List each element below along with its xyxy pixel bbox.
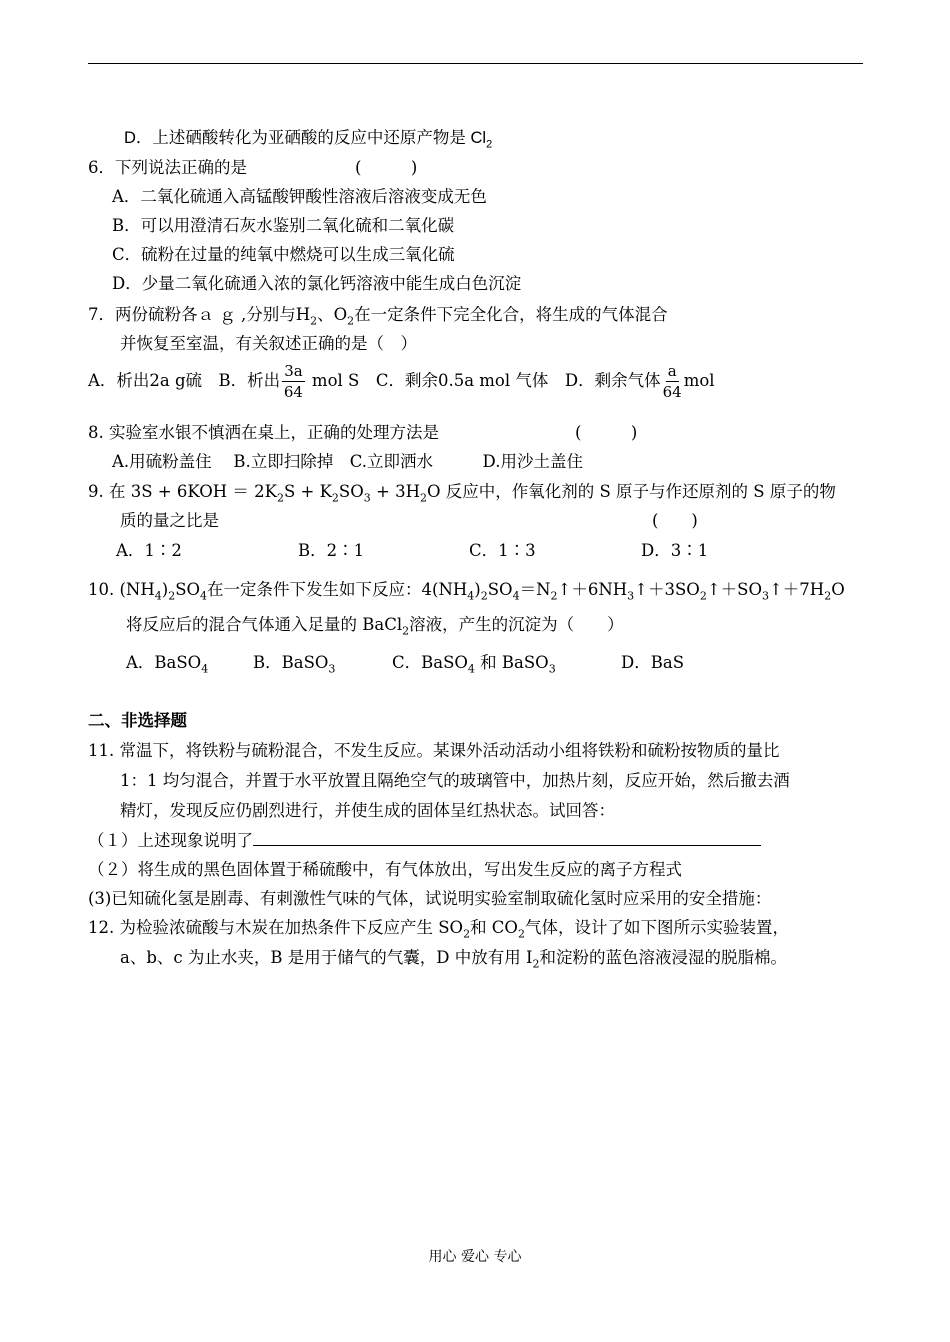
q6-option-a: A．二氧化硫通入高锰酸钾酸性溶液后溶液变成无色	[112, 187, 487, 206]
q8-stem: 8. 实验室水银不慎洒在桌上，正确的处理方法是 ( )	[88, 423, 638, 442]
q10-option-a: A．BaSO$_4$	[126, 653, 209, 676]
q6-option-c: C．硫粉在过量的纯氧中燃烧可以生成三氧化硫	[112, 245, 455, 264]
q11-line2: 1：1 均匀混合，并置于水平放置且隔绝空气的玻璃管中，加热片刻，反应开始，然后撤去酒	[120, 771, 790, 790]
page-footer: 用心 爱心 专心	[428, 1249, 522, 1265]
q9-option-a: A．1∶2	[116, 541, 182, 560]
q9-option-c: C．1∶3	[469, 541, 536, 560]
answer-blank[interactable]	[253, 831, 761, 846]
q11-part3: (3)已知硫化氢是剧毒、有刺激性气味的气体，试说明实验室制取硫化氢时应采用的安全措施：	[88, 889, 772, 908]
fraction-a-64: $\frac{a}{64}$	[662, 362, 682, 401]
q9-line2: 质的量之比是 ( )	[120, 511, 698, 530]
q10-option-c: C．BaSO$_4$ 和 BaSO$_3$	[392, 653, 556, 676]
q12-line2: a、b、c 为止水夹，B 是用于储气的气囊，D 中放有用 $I_2$和淀粉的蓝色溶液浸湿的脱脂棉。	[120, 948, 787, 971]
q11-line1: 11. 常温下，将铁粉与硫粉混合，不发生反应。某课外活动活动小组将铁粉和硫粉按物质的量比	[88, 741, 780, 760]
q9-stem: 9. 在 $3S + 6KOH = 2K_2S + K_2SO_3 + 3H_2O$ 反应中，作氧化剂的 S 原子与作还原剂的 S 原子的物	[88, 482, 836, 505]
q5-option-d: D．上述硒酸转化为亚硒酸的反应中还原产物是 $Cl_2$	[124, 129, 493, 151]
q11-part1: （１）上述现象说明了	[88, 831, 761, 851]
q7-options: A．析出2a g硫 B．析出 $\frac{3a}{64}$ mol S C．剩余0.5a mol 气体 D．剩余气体 $\frac{a}{64}$ mol	[88, 362, 715, 401]
q9-option-b: B．2∶1	[298, 541, 365, 560]
q7-stem: 7．两份硫粉各ａ ｇ ,分别与$H_2$、$O_2$在一定条件下完全化合，将生成的气体混合	[88, 305, 668, 328]
q8-options: A.用硫粉盖住 B.立即扫除掉 C.立即洒水 D.用沙土盖住	[112, 452, 583, 471]
q10-stem: 10. $(NH_4)_2SO_4$在一定条件下发生如下反应：$4(NH_4)_2SO_4=N_2↑+6NH_3↑+3SO_2↑+SO_3↑+7H_2O$	[88, 580, 845, 603]
section-title-non-choice: 二、非选择题	[88, 711, 187, 730]
fraction-3a-64: $\frac{3a}{64}$	[283, 362, 303, 401]
q10-option-d: D．BaS	[621, 653, 684, 672]
header-rule	[88, 63, 863, 64]
q11-part2: （２）将生成的黑色固体置于稀硫酸中，有气体放出，写出发生反应的离子方程式	[88, 860, 682, 879]
q6-option-d: D．少量二氧化硫通入浓的氯化钙溶液中能生成白色沉淀	[112, 274, 522, 293]
q12-line1: 12. 为检验浓硫酸与木炭在加热条件下反应产生 $SO_2$和 $CO_2$气体，设计了如下图所示实验装置，	[88, 918, 789, 941]
q6-stem: 6．下列说法正确的是 ( )	[88, 158, 418, 177]
q6-option-b: B．可以用澄清石灰水鉴别二氧化硫和二氧化碳	[112, 216, 455, 235]
q10-line2: 将反应后的混合气体通入足量的 BaCl$_2$溶液，产生的沉淀为（ ）	[126, 615, 624, 638]
q10-option-b: B．BaSO$_3$	[253, 653, 336, 676]
q7-line2: 并恢复至室温，有关叙述正确的是（ ）	[120, 334, 417, 353]
q11-line3: 精灯，发现反应仍剧烈进行，并使生成的固体呈红热状态。试回答：	[120, 801, 615, 820]
q9-option-d: D．3∶1	[641, 541, 709, 560]
